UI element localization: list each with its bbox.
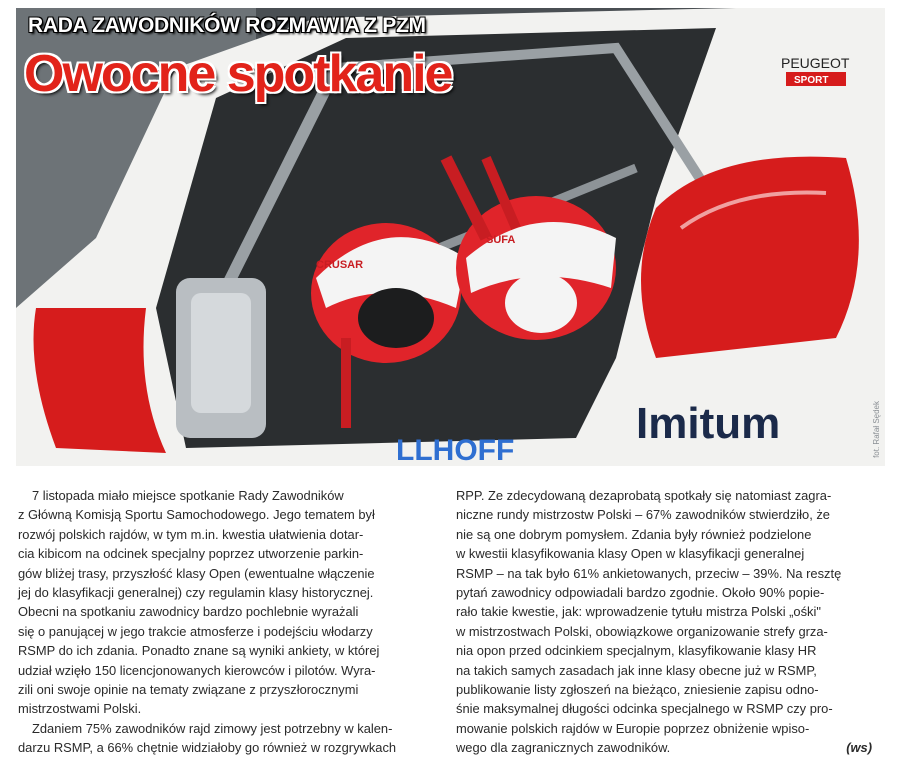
body-line: rozwój polskich rajdów, w tym m.in. kwestia ułatwienia dotar- <box>18 526 364 542</box>
body-line: gów bliżej trasy, przyszłość klasy Open (ewentualne włączenie <box>18 565 375 581</box>
body-line: RPP. Ze zdecydowaną dezaprobatą spotkały się natomiast zagra- <box>456 488 832 503</box>
body-line: udział wzięło 150 licencjonowanych kierowców i pilotów. Wyra- <box>18 662 376 678</box>
sufa-decal: SUFA <box>486 234 516 246</box>
article-headline: Owocne spotkanie <box>24 45 452 103</box>
author-signature: (ws) <box>846 740 872 756</box>
body-line: śnie maksymalnej długości odcinka specjalnego w RSMP czy pro- <box>456 701 833 717</box>
body-line: niczne rundy mistrzostw Polski – 67% zawodników stwierdziło, że <box>456 507 830 523</box>
photo-credit: fot. Rafał Sędek <box>872 401 881 458</box>
body-line: pytań zawodnicy odpowiadali bardzo zgodnie. Około 90% popie- <box>456 585 825 601</box>
body-line: rało takie kwestie, jak: wprowadzenie tytułu mistrza Polski „ośki" <box>456 604 821 620</box>
body-line: RSMP – na tak było 61% ankietowanych, przeciw – 39%. Na resztę <box>456 565 842 581</box>
article-photo <box>16 8 885 466</box>
body-line: cia kibicom na odcinek specjalny poprzez utworzenie parkin- <box>18 546 364 562</box>
hoff-decal: LLHOFF <box>396 434 515 466</box>
brand-decal: PEUGEOT <box>781 55 850 71</box>
body-line-text: wego dla zagranicznych zawodników. <box>456 740 671 756</box>
body-line: Zdaniem 75% zawodników rajd zimowy jest potrzebny w kalen- <box>32 720 393 736</box>
imitum-decal: Imitum <box>636 399 781 448</box>
body-line: w kwestii klasyfikowania klasy Open w klasyfikacji generalnej <box>456 546 805 562</box>
article-kicker: RADA ZAWODNIKÓW ROZMAWIA Z PZM <box>28 14 426 37</box>
body-line: nia opon przed odcinkiem specjalnym, klasyfikowanie klasy HR <box>456 643 817 659</box>
article-column-left <box>18 486 446 758</box>
crusar-decal: CRUSAR <box>316 259 364 271</box>
body-line-last <box>456 738 872 757</box>
sport-decal: SPORT <box>794 75 829 86</box>
body-line: 7 listopada miało miejsce spotkanie Rady Zawodników <box>32 488 344 503</box>
body-line: Obecni na spotkaniu zawodnicy bardzo pochlebnie wyrażali <box>18 604 359 620</box>
body-line: na takich samych zasadach jak inne klasy obecne już w RSMP, <box>456 662 817 678</box>
body-line: jej do klasyfikacji generalnej) czy regulamin klasy historycznej. <box>18 585 374 601</box>
body-line: z Główną Komisją Sportu Samochodowego. Jego tematem był <box>18 507 375 523</box>
body-line: mowanie polskich rajdów w Europie poprzez obniżenie wpiso- <box>456 720 810 736</box>
body-line: RSMP do ich zdania. Ponadto znane są wyniki ankiety, w której <box>18 643 380 659</box>
article-column-right <box>456 486 872 758</box>
body-line: zili oni swoje opinie na tematy związane z przyszłorocznymi <box>18 682 359 698</box>
body-line: mistrzostwami Polski. <box>18 701 142 717</box>
body-line: darzu RSMP, a 66% chętnie widziałoby go również w rozgrywkach <box>18 740 397 756</box>
body-line: nie są one dobrym pomysłem. Zdania były również podzielone <box>456 526 812 542</box>
body-line: w mistrzostwach Polski, obowiązkowe organizowanie strefy grza- <box>456 623 828 639</box>
body-line: się o panującej w jego trakcie atmosferze i podejściu włodarzy <box>18 623 373 639</box>
body-line: publikowanie listy zgłoszeń na bieżąco, zniesienie zapisu odno- <box>456 682 819 698</box>
